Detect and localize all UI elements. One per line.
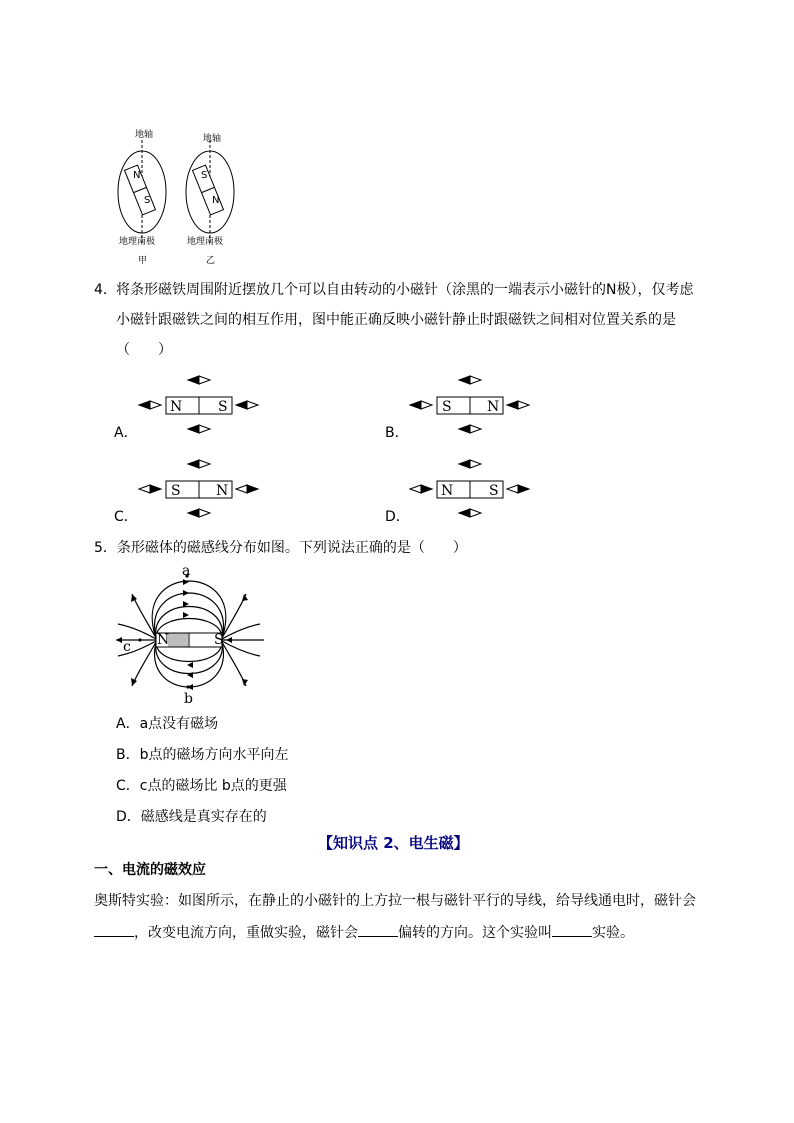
section-subheading: 一、电流的磁效应 [94, 862, 206, 878]
oersted-line2 [94, 922, 634, 943]
oersted-seg2: 偏转的方向。这个实验叫 [398, 925, 552, 941]
option-label: D． [385, 509, 410, 525]
q5-point-b-label: b [184, 691, 193, 707]
q5-magnet-n: N [157, 632, 170, 648]
magnet-bottom-letter: S [144, 195, 151, 206]
magnet-left-pole: N [441, 483, 454, 499]
q4-option-a[interactable] [114, 395, 264, 445]
earth-diagram [112, 140, 182, 244]
q4-option-b[interactable] [385, 395, 535, 445]
oersted-seg3: 实验。 [592, 925, 634, 941]
magnet-right-pole: N [216, 483, 229, 499]
option-label: C． [114, 509, 138, 525]
q4-stem-line1: 将条形磁铁周围附近摆放几个可以自由转动的小磁针（涂黑的一端表示小磁针的N极），仅考虑 [116, 282, 694, 298]
caption: 乙 [206, 256, 216, 266]
earth-figure-yi [180, 126, 250, 268]
magnet-right-pole: S [489, 483, 499, 499]
oersted-seg1: ，改变电流方向，重做实验，磁针会 [134, 925, 358, 941]
axis-label: 地轴 [203, 134, 222, 144]
q5-option-d[interactable]: D．磁感线是真实存在的 [116, 809, 267, 825]
q5-option-c[interactable]: C．c点的磁场比 b点的更强 [116, 778, 287, 794]
axis-label: 地轴 [135, 130, 154, 140]
magnet-right-pole: N [487, 399, 500, 415]
q5-field-diagram [110, 560, 270, 700]
q4-stem-line2: 小磁针跟磁铁之间的相互作用，图中能正确反映小磁针静止时跟磁铁之间相对位置关系的是 [116, 312, 676, 328]
oersted-line1: 奥斯特实验：如图所示，在静止的小磁针的上方拉一根与磁针平行的导线，给导线通电时，磁针会 [94, 893, 696, 909]
q5-stem: 5．条形磁体的磁感线分布如图。下列说法正确的是（ ） [94, 540, 467, 556]
pole-label: 地理南极 [187, 237, 224, 247]
magnet-top-letter: S [201, 170, 208, 181]
option-label: B． [385, 425, 409, 441]
q4-option-c[interactable] [114, 479, 264, 529]
section-title: 【知识点 2、电生磁】 [318, 834, 469, 852]
q5-point-a-label: a [182, 563, 191, 579]
magnet-left-pole: N [170, 399, 183, 415]
q4-option-d[interactable] [385, 479, 535, 529]
earth-figure-jia [112, 126, 182, 268]
pole-label: 地理南极 [119, 237, 156, 247]
magnet-top-letter: N [133, 170, 141, 181]
q4-number: 4． [94, 282, 117, 298]
answer-blank-1[interactable] [94, 922, 134, 937]
q5-point-c-label: c [123, 639, 131, 655]
q5-magnet-s: S [214, 632, 224, 648]
q5-option-a[interactable]: A．a点没有磁场 [116, 716, 219, 732]
magnet-left-pole: S [442, 399, 452, 415]
earth-diagram [180, 140, 250, 244]
answer-blank-2[interactable] [358, 922, 398, 937]
magnet-right-pole: S [218, 399, 228, 415]
answer-blank-3[interactable] [552, 922, 592, 937]
option-label: A． [114, 425, 138, 441]
q5-option-b[interactable]: B．b点的磁场方向水平向左 [116, 747, 289, 763]
magnet-left-pole: S [171, 483, 181, 499]
q4-answer-paren: （ ） [116, 342, 172, 358]
magnet-bottom-letter: N [212, 195, 220, 206]
caption: 甲 [138, 256, 148, 266]
